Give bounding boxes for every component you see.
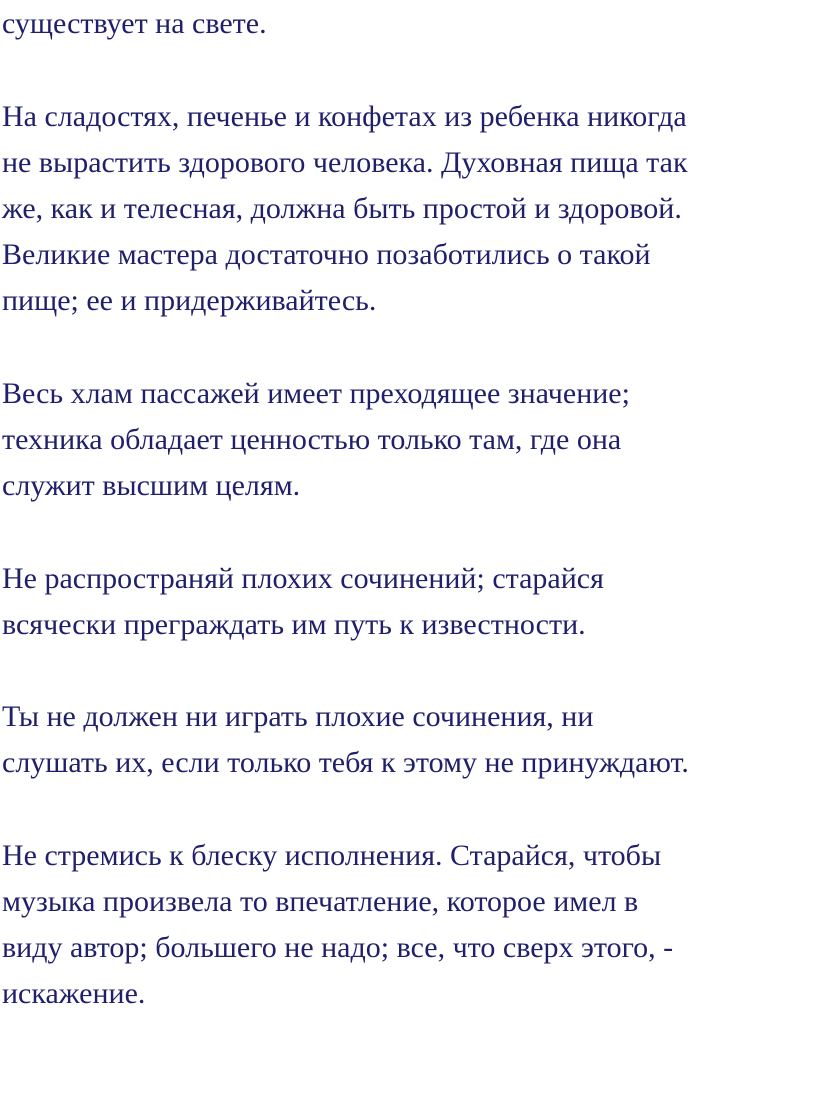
paragraph-5-line-2: слушать их, если только тебя к этому не принуждают.	[2, 746, 689, 779]
paragraph-6-line-2: музыка произвела то впечатление, которое имел в	[2, 885, 639, 918]
paragraph-1-line-1: существует на свете.	[2, 7, 267, 40]
paragraph-3-line-1: Весь хлам пассажей имеет преходящее значение;	[2, 377, 630, 410]
paragraph-5-line-1: Ты не должен ни играть плохие сочинения, ни	[2, 700, 594, 733]
paragraph-6-line-4: искажение.	[2, 977, 146, 1010]
paragraph-6-line-1: Не стремись к блеску исполнения. Старайся, чтобы	[2, 839, 662, 872]
paragraph-4-line-2: всячески преграждать им путь к известности.	[2, 608, 586, 641]
paragraph-2-line-2: не вырастить здорового человека. Духовная пища так	[2, 146, 688, 179]
paragraph-2-line-3: же, как и телесная, должна быть простой и здоровой.	[2, 192, 682, 225]
paragraph-6-line-3: виду автор; большего не надо; все, что сверх этого, -	[2, 931, 674, 964]
paragraph-3-line-2: техника обладает ценностью только там, где она	[2, 423, 622, 456]
paragraph-3-line-3: служит высшим целям.	[2, 469, 301, 502]
paragraph-2-line-1: На сладостях, печенье и конфетах из ребенка никогда	[2, 100, 687, 133]
paragraph-4-line-1: Не распространяй плохих сочинений; старайся	[2, 562, 604, 595]
paragraph-2-line-5: пище; ее и придерживайтесь.	[2, 284, 377, 317]
paragraph-2-line-4: Великие мастера достаточно позаботились о такой	[2, 238, 651, 271]
